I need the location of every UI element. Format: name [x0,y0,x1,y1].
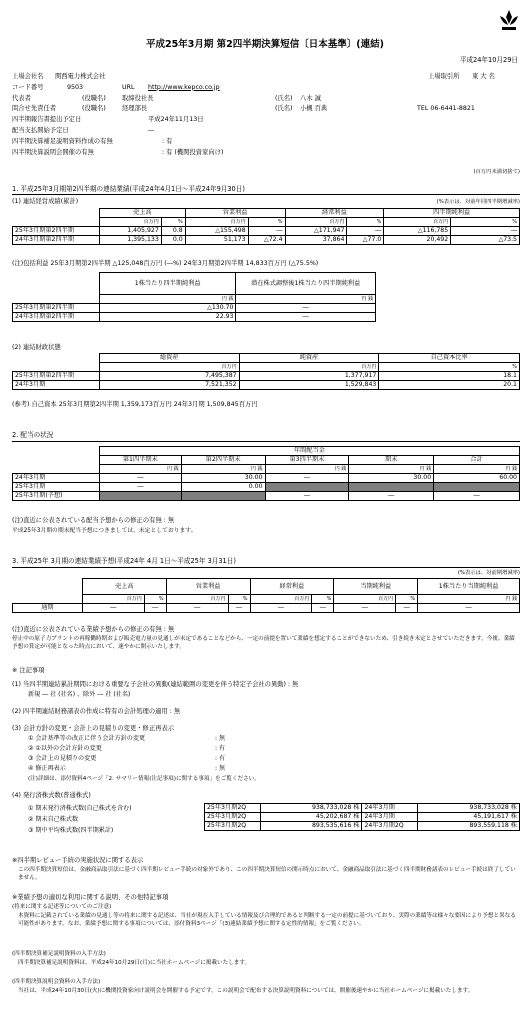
unit: % [379,363,520,372]
note-3: (3) 会計方針の変更・会計上の見積りの変更・修正再表示 [12,725,175,732]
col-total: 合計 [434,456,520,465]
unit: % [451,218,520,227]
cell: 60.00 [434,474,520,483]
cell: ― [82,604,144,613]
rep-role-label: (役職名) [82,94,106,102]
cell: △130.70 [99,304,236,313]
cell: ― [144,604,166,613]
shaded-cell [265,483,349,492]
col-ordinary-income: 経常利益 [250,579,334,595]
col-net-income: 四半期純利益 [384,209,520,218]
cell: △72.4 [248,236,285,245]
eps-table [12,272,376,322]
exchange-value: 東 大 名 [472,73,495,80]
unit: 円 銭 [236,295,376,304]
unit: % [396,595,418,604]
section-dividends-title: 2. 配当の状況 [12,431,54,439]
cell: ― [166,604,228,613]
unit: 円 銭 [265,465,349,474]
col-q2: 第2四半期末 [181,456,265,465]
col-operating-income: 営業利益 [185,209,285,218]
cell: 45,202,687 株 [260,813,362,822]
cell: 30.00 [349,474,434,483]
unit: 円 銭 [434,465,520,474]
unit: 百万円 [334,595,396,604]
unit: 円 銭 [181,465,265,474]
row-label: 25年3月期 [13,483,100,492]
section-forecast-title: 3. 平成25年 3月期の連結業績予想(平成24年 4月 1日～平成25年 3月31日) [12,557,236,565]
dividend-date: ― [148,126,155,134]
table-row [13,304,376,313]
dividend-forecast-note: 平成25年3月期の期末配当予想につきましては、未定としております。 [12,528,197,534]
cell: ― [99,474,181,483]
cell: 37,864 [285,236,347,245]
notes-title: ※ 注記事項 [12,667,45,674]
meeting-label: 四半期決算説明会開催の有無 [12,148,94,156]
shaded-cell [434,483,520,492]
cell: ― [334,604,396,613]
cell: ― [250,604,312,613]
divider [12,441,520,442]
cell: 25年3月期2Q [205,813,261,822]
forecast-notes-body: 本資料に記載されている業績の見通し等の将来に関する記述は、当社が現在入手している情報及び合理的であると判断する一定の前提に基づいており、実際の業績等は様々な要因により予想と異なる可能性があります。なお、業績予想に関する事項については、添付資料3ページ「(3)連結業績予想に関する定性的情報」をご覧ください。 [18,913,516,927]
rep-name-label: (氏名) [275,94,293,102]
table-row [13,372,520,381]
cell: 0.0 [161,236,185,245]
note-2: (2) 四半期連結財務諸表の作成に特有の会計処理の適用 : 無 [12,708,181,715]
tel: TEL 06-6441-8821 [417,105,475,113]
page-title: 平成25年3月期 第2四半期決算短信〔日本基準〕(連結) [146,39,384,50]
col-q3: 第3四半期末 [265,456,349,465]
cell: 1,395,133 [99,236,161,245]
unit: 百万円 [285,218,347,227]
cell: 1,405,927 [99,227,161,236]
report-submit-date: 平成24年11月13日 [148,116,204,124]
row-label: 24年3月期 [13,381,100,390]
unit: 百万円 [384,218,451,227]
row-label: 25年3月期第2四半期 [13,304,100,313]
cell: ― [434,492,520,501]
unit: % [161,218,185,227]
forecast-notes-h1: (将来に関する記述等についてのご注意) [12,904,112,910]
section1-title: 1. 平成25年3月期第2四半期の連結業績(平成24年4月1日～平成24年9月30日) [12,185,245,193]
company-header [12,73,520,159]
forecast-explanation: 停止中の原子力プラントの再稼働時期および販売電力量の見通しが未定であることなどから、一定の前提を置いて業績を想定することができないため、引き続き未定とさせていただきます。今後、業績予想の算定が可能となった時点において、速やかに開示いたします。 [12,636,515,650]
unit: 百万円 [166,595,228,604]
rep-label: 代表者 [12,94,31,102]
table-row [205,822,520,831]
code-label: コード番号 [12,83,44,91]
row-label: 24年3月期第2四半期 [13,236,100,245]
unit: 百万円 [250,595,312,604]
cell: 24年3月期 [362,804,418,813]
cell: △155,498 [185,227,248,236]
cell: ― [236,313,376,322]
cell: 30.00 [181,474,265,483]
cell: ― [349,492,434,501]
supplementary-label: 四半期決算補足説明資料作成の有無 [12,137,113,145]
company-name: 関西電力株式会社 [55,73,106,80]
cell: 22.93 [99,313,236,322]
divider [12,194,520,195]
report-date: 平成24年10月29日 [459,56,518,64]
list-item: ④ 修正再表示 [28,765,66,772]
forecast-table [12,578,520,613]
cell: 1,529,843 [239,381,379,390]
cell: ― [228,604,250,613]
url-label: URL [122,83,135,91]
list-item-value: : 有 [215,745,226,752]
list-item: ③ 期中平均株式数(四半期累計) [28,827,114,834]
table-row [13,604,520,613]
contact-role: 経理部長 [122,105,148,113]
rep-name: 八木 誠 [300,94,321,102]
row-label: 通期 [13,604,83,613]
cell: ― [418,604,520,613]
unit: 百万円 [82,595,144,604]
cell: 51,173 [185,236,248,245]
pct-note: (%表示は、対前期増減率) [457,570,520,576]
shaded-cell [99,492,181,501]
cell: 0.8 [161,227,185,236]
contact-name: 小槻 百典 [300,105,328,113]
table-row [13,236,520,245]
col-year-end: 期末 [349,456,434,465]
review-title: ※四半期レビュー手続の実施状況に関する表示 [12,857,144,864]
review-body: この四半期決算短信は、金融商品取引法に基づく四半期レビュー手続の対象外であり、この四半期決算短信の開示時点において、金融商品取引法に基づく四半期財務諸表のレビュー手続は終了していません。 [18,867,516,881]
cell: △116,785 [384,227,451,236]
table-row [13,474,520,483]
row-label: 25年3月期(予想) [13,492,100,501]
row-label: 25年3月期第2四半期 [13,227,100,236]
cell: 0.00 [181,483,265,492]
col-q1: 第1四半期末 [99,456,181,465]
table-row [13,227,520,236]
cell: ― [347,227,384,236]
list-item: ② ①以外の会計方針の変更 [28,745,102,752]
meeting-materials-title: (四半期決算説明会資料の入手方法) [12,979,101,985]
meeting-value: : 有 (機関投資家向け) [162,148,224,156]
annual-dividend-header: 年間配当金 [99,447,519,456]
list-item: ① 会計基準等の改正に伴う会計方針の変更 [28,735,146,742]
unit: % [347,218,384,227]
code-value: 9503 [67,83,84,91]
shaded-cell [349,483,434,492]
list-item: ③ 会計上の見積りの変更 [28,755,97,762]
cell: ― [99,483,181,492]
cell: 25年3月期2Q [205,822,261,831]
meeting-materials-body: 当社は、平成24年10月30日(火)に機関投資家向け説明会を開催する予定です。この説明会で配布する決算説明資料については、開催後速やかに当社ホームページに掲載いたします。 [18,988,474,994]
col-sales: 売上高 [82,579,166,595]
dividends-table [12,446,520,501]
shaded-cell [181,492,265,501]
unit: % [144,595,166,604]
contact-role-label: (役職名) [82,105,106,113]
cell: ― [265,474,349,483]
cell: 20.1 [379,381,520,390]
unit: 百万円 [185,218,248,227]
col-net-income: 当期純利益 [334,579,418,595]
cell: 893,559,118 株 [418,822,520,831]
list-item: ② 期末自己株式数 [28,816,79,823]
unit: 円 銭 [99,465,181,474]
exchange-label: 上場取引所 [428,73,460,80]
cell: △171,947 [285,227,347,236]
unit: 百万円 [99,363,239,372]
supp-materials-body: 四半期決算補足説明資料は、平成24年10月29日(月)に当社ホームページに掲載いたします。 [18,960,251,966]
unit: % [248,218,285,227]
report-date-label: 四半期報告書提出予定日 [12,116,82,124]
list-item: ① 期末発行済株式数(自己株式を含む) [28,805,132,812]
note-1-detail: 新規 ― 社 (社名) 、除外 ― 社 (社名) [28,691,131,698]
list-item-value: : 無 [215,735,226,742]
note-1: (1) 当四半期連結累計期間における重要な子会社の異動(連結範囲の変更を伴う特定子会社の異動) : 無 [12,681,299,688]
col-diluted-eps: 潜在株式調整後1株当たり四半期純利益 [236,273,376,295]
comprehensive-income: (注)包括利益 25年3月期第2四半期 △125,048百万円 (―%) 24年3月期第2四半期 14,833百万円 (△75.5%) [12,260,319,267]
financial-position-table [12,353,520,390]
cell: ― [265,492,349,501]
cell: 24年3月期 [362,813,418,822]
company-url-link[interactable]: http://www.kepco.co.jp [148,83,220,91]
col-net-assets: 純資産 [239,354,379,363]
table-row [205,804,520,813]
cell: ― [312,604,334,613]
section2-sub: (2) 連結財政状態 [12,344,61,351]
table-row [205,813,520,822]
contact-label: 問合せ先責任者 [12,105,57,113]
forecast-revision-note: (注)直近に公表されている業績予想からの修正の有無 : 無 [12,626,175,633]
cell: 20,492 [384,236,451,245]
unit: 百万円 [239,363,379,372]
cell: 938,733,028 株 [418,804,520,813]
list-item-value: : 無 [215,765,226,772]
cell: 7,521,352 [99,381,239,390]
shares-table [204,803,520,831]
list-item-value: : 有 [215,755,226,762]
equity-reference: (参考) 自己資本 25年3月期第2四半期 1,359,173百万円 24年3月期 1,509,845百万円 [12,401,258,408]
cell: 24年3月期2Q [362,822,418,831]
logo-icon [494,8,524,32]
unit: % [312,595,334,604]
cell: 893,535,616 株 [260,822,362,831]
row-label: 24年3月期第2四半期 [13,313,100,322]
table-row [13,483,520,492]
cell: △77.0 [347,236,384,245]
unit: 円 銭 [99,295,236,304]
note-4: (4) 発行済株式数(普通株式) [12,792,91,799]
forecast-notes-title: ※業績予想の適切な利用に関する説明、その他特記事項 [12,894,169,901]
col-eps: 1株当たり当期純利益 [418,579,520,595]
cell: 45,191,617 株 [418,813,520,822]
unit: 百万円 [99,218,161,227]
dividend-revision-note: (注)直近に公表されている配当予想からの修正の有無 : 無 [12,517,175,524]
supplementary-value: : 有 [162,137,173,145]
dividend-date-label: 配当支払開始予定日 [12,126,69,134]
divider [12,567,520,568]
row-label: 24年3月期 [13,474,100,483]
unit: % [228,595,250,604]
contact-name-label: (氏名) [275,105,293,113]
rep-role: 取締役社長 [122,94,154,102]
cell: 938,733,028 株 [260,804,362,813]
cell: 7,495,387 [99,372,239,381]
pct-note: (%表示は、対前年同四半期増減率) [436,199,520,205]
rounding-note: (百万円未満切捨て) [473,169,520,175]
col-sales: 売上高 [99,209,185,218]
cell: 18.1 [379,372,520,381]
note-3-detail: (注)詳細は、添付資料4ページ「2. サマリー情報(注記事項)に関する事項」をご覧ください。 [28,776,260,782]
cell: 25年3月期2Q [205,804,261,813]
col-total-assets: 総資産 [99,354,239,363]
section1-sub: (1) 連結経営成績(累計) [12,198,79,205]
cell: ― [451,227,520,236]
cell: 1,377,917 [239,372,379,381]
cell: ― [236,304,376,313]
table-row [13,381,520,390]
table-row [13,313,376,322]
table-row [13,492,520,501]
cell: △73.5 [451,236,520,245]
cell: ― [396,604,418,613]
listed-company-label: 上場会社名 [12,73,44,80]
col-equity-ratio: 自己資本比率 [379,354,520,363]
cell: ― [248,227,285,236]
col-eps: 1株当たり四半期純利益 [99,273,236,295]
row-label: 25年3月期第2四半期 [13,372,100,381]
col-operating-income: 営業利益 [166,579,250,595]
consolidated-results-table [12,208,520,245]
supp-materials-title: (四半期決算補足説明資料の入手方法) [12,951,106,957]
unit: 円 銭 [349,465,434,474]
col-ordinary-income: 経常利益 [285,209,384,218]
unit: 円 銭 [418,595,520,604]
